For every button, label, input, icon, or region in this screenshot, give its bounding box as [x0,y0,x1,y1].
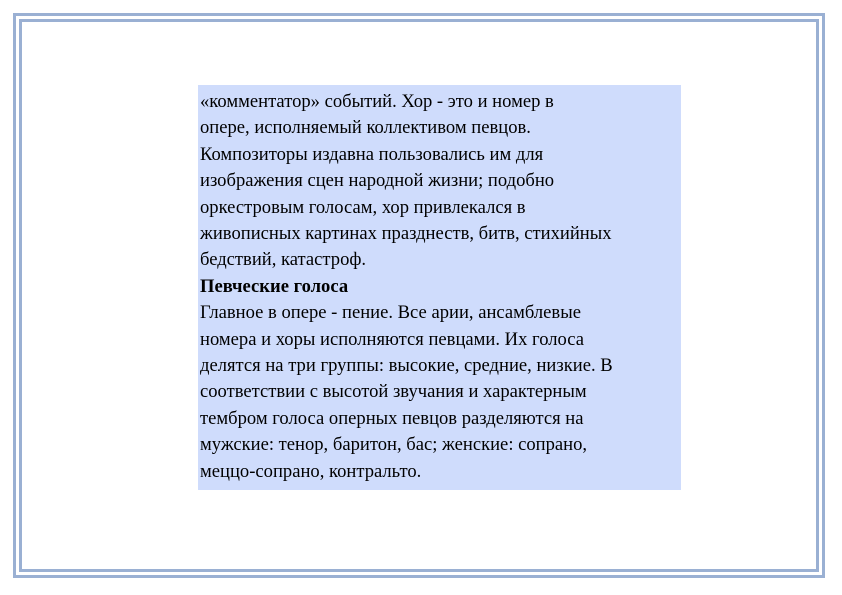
section-heading: Певческие голоса [200,275,349,297]
text-line: живописных картинах празднеств, битв, стихийных [200,223,612,245]
text-line: оркестровым голосам, хор привлекался в [200,196,526,218]
text-line: «комментатор» событий. Хор - это и номер в [200,91,554,112]
text-line: Композиторы издавна пользовались им для [200,143,544,165]
text-line: делятся на три группы: высокие, средние, низкие. В [200,355,613,377]
text-line: номера и хоры исполняются певцами. Их голоса [200,328,585,350]
paragraph-voices [200,300,681,485]
text-line: соответствии с высотой звучания и характерным [200,381,587,403]
text-line: бедствий, катастроф. [200,249,367,271]
text-line: изображения сцен народной жизни; подобно [200,170,555,192]
text-line: тембром голоса оперных певцов разделяются на [200,407,584,429]
text-line: мужские: тенор, баритон, бас; женские: сопрано, [200,434,588,456]
paragraph-choir [200,89,681,274]
text-line: Главное в опере - пение. Все арии, ансамблевые [200,302,581,324]
text-line: опере, исполняемый коллективом певцов. [200,117,531,139]
text-box[interactable] [198,85,681,490]
text-line: меццо-сопрано, контральто. [200,460,422,482]
